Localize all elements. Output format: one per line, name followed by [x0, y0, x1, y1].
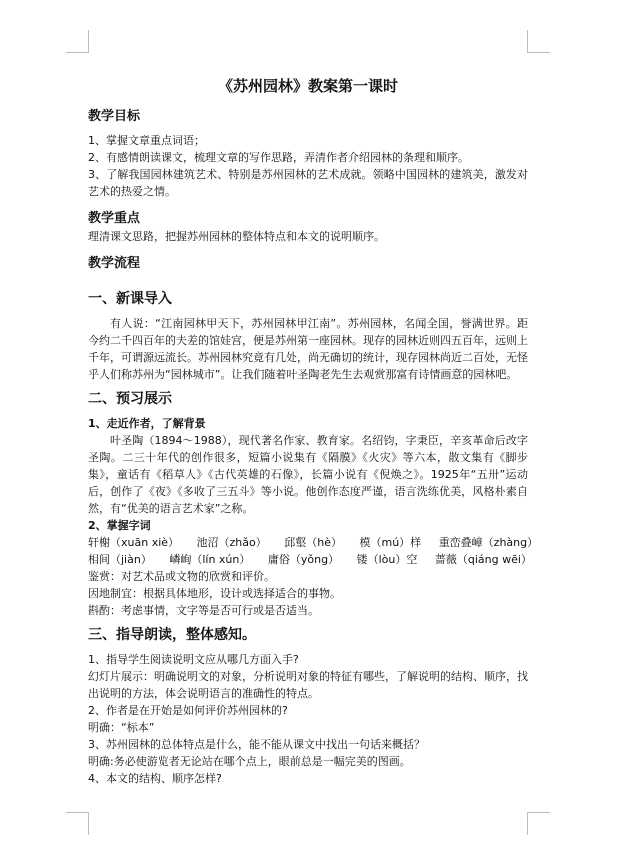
question-4: 4、本文的结构、顺序怎样?: [88, 772, 222, 785]
vocab-word: 池沼（zhǎo）: [196, 536, 267, 549]
key-points-text: 理清课文思路，把握苏州园林的整体特点和本文的说明顺序。: [88, 230, 385, 243]
crop-mark-top-right: [527, 30, 550, 53]
definition-2: 因地制宜：根据具体地形，设计或选择适合的事物。: [88, 587, 341, 600]
crop-mark-bottom-right: [527, 812, 550, 835]
definition-1: 鉴赏：对艺术品或文物的欣赏和评价。: [88, 570, 275, 583]
vocab-word: 相间（jiàn）: [88, 553, 152, 566]
vocab-word: 蔷薇（qiáng wēi）: [434, 553, 532, 566]
goal-item-2: 2、有感情朗读课文，梳理文章的写作思路，弄清作者介绍园林的条理和顺序。: [88, 151, 469, 164]
section2-heading: 二、预习展示: [88, 391, 172, 407]
flow-heading: 教学流程: [88, 256, 141, 271]
crop-mark-top-left: [66, 30, 89, 53]
vocab-word: 模（mú）样: [359, 536, 422, 549]
answer-1: 幻灯片展示：明确说明文的对象，分析说明对象的特征有哪些，了解说明的结构、顺序，找出说明的方法，体会说明语言的准确性的特点。: [88, 670, 528, 700]
section1-paragraph: 有人说：“江南园林甲天下，苏州园林甲江南”。苏州园林，名闻全国，誉满世界。距今约二千四百年的夫差的馆娃宫，便是苏州第一座园林。现存的园林近则四五百年，远则上千年，可谓源远流长。苏州园林究竟有几处，尚无确切的统计，现存园林尚近二百处，无怪乎人们称苏州为“园林城市”。让我们随着叶圣陶老先生去观赏那富有诗情画意的园林吧。: [88, 317, 528, 381]
vocab-row-2: [88, 551, 532, 568]
section1-heading: 一、新课导入: [88, 291, 172, 307]
vocab-word: 庸俗（yǒng）: [267, 553, 340, 566]
answer-3: 明确:务必使游览者无论站在哪个点上，眼前总是一幅完美的图画。: [88, 755, 411, 768]
section2-sub2-heading: 2、掌握字词: [88, 519, 151, 532]
document-body: [88, 76, 539, 787]
vocab-word: 镂（lòu）空: [356, 553, 418, 566]
document-title: 《苏州园林》教案第一课时: [217, 77, 398, 95]
vocab-word: 轩榭（xuān xiè）: [88, 536, 180, 549]
question-3: 3、苏州园林的总体特点是什么，能不能从课文中找出一句话来概括？: [88, 738, 425, 751]
author-paragraph: 叶圣陶（1894～1988），现代著名作家、教育家。名绍钧，字秉臣，辛亥革命后改字圣陶。二三十年代的创作很多，短篇小说集有《隔膜》《火灾》等六本，散文集有《脚步集》，童话有《稻草人》《古代英雄的石像》，长篇小说有《倪焕之》。1925年“五卅”运动后，创作了《夜》《多收了三五斗》等小说。他创作态度严谨，语言洗练优美，风格朴素自然，有“优美的语言艺术家”之称。: [88, 434, 528, 515]
answer-2: 明确：“标本”: [88, 721, 155, 734]
goals-heading: 教学目标: [88, 109, 141, 124]
definition-3: 斟酌：考虑事情，文字等是否可行或是否适当。: [88, 604, 319, 617]
goal-item-1: 1、掌握文章重点词语；: [88, 134, 205, 147]
vocab-word: 邱壑（hè）: [284, 536, 342, 549]
crop-mark-bottom-left: [66, 812, 89, 835]
section2-sub1-heading: 1、走近作者，了解背景: [88, 417, 206, 430]
question-1: 1、指导学生阅读说明文应从哪几方面入手?: [88, 653, 299, 666]
vocab-word: 嶙峋（lín xún）: [169, 553, 251, 566]
vocab-row-1: [88, 534, 539, 551]
section3-heading: 三、指导朗读，整体感知。: [88, 627, 256, 643]
goal-item-3: 3、了解我国园林建筑艺术、特别是苏州园林的艺术成就。领略中国园林的建筑美，激发对艺术的热爱之情。: [88, 168, 528, 198]
vocab-word: 重峦叠嶂（zhàng）: [438, 536, 539, 549]
question-2: 2、作者是在开始是如何评价苏州园林的?: [88, 704, 288, 717]
key-points-heading: 教学重点: [88, 211, 141, 226]
